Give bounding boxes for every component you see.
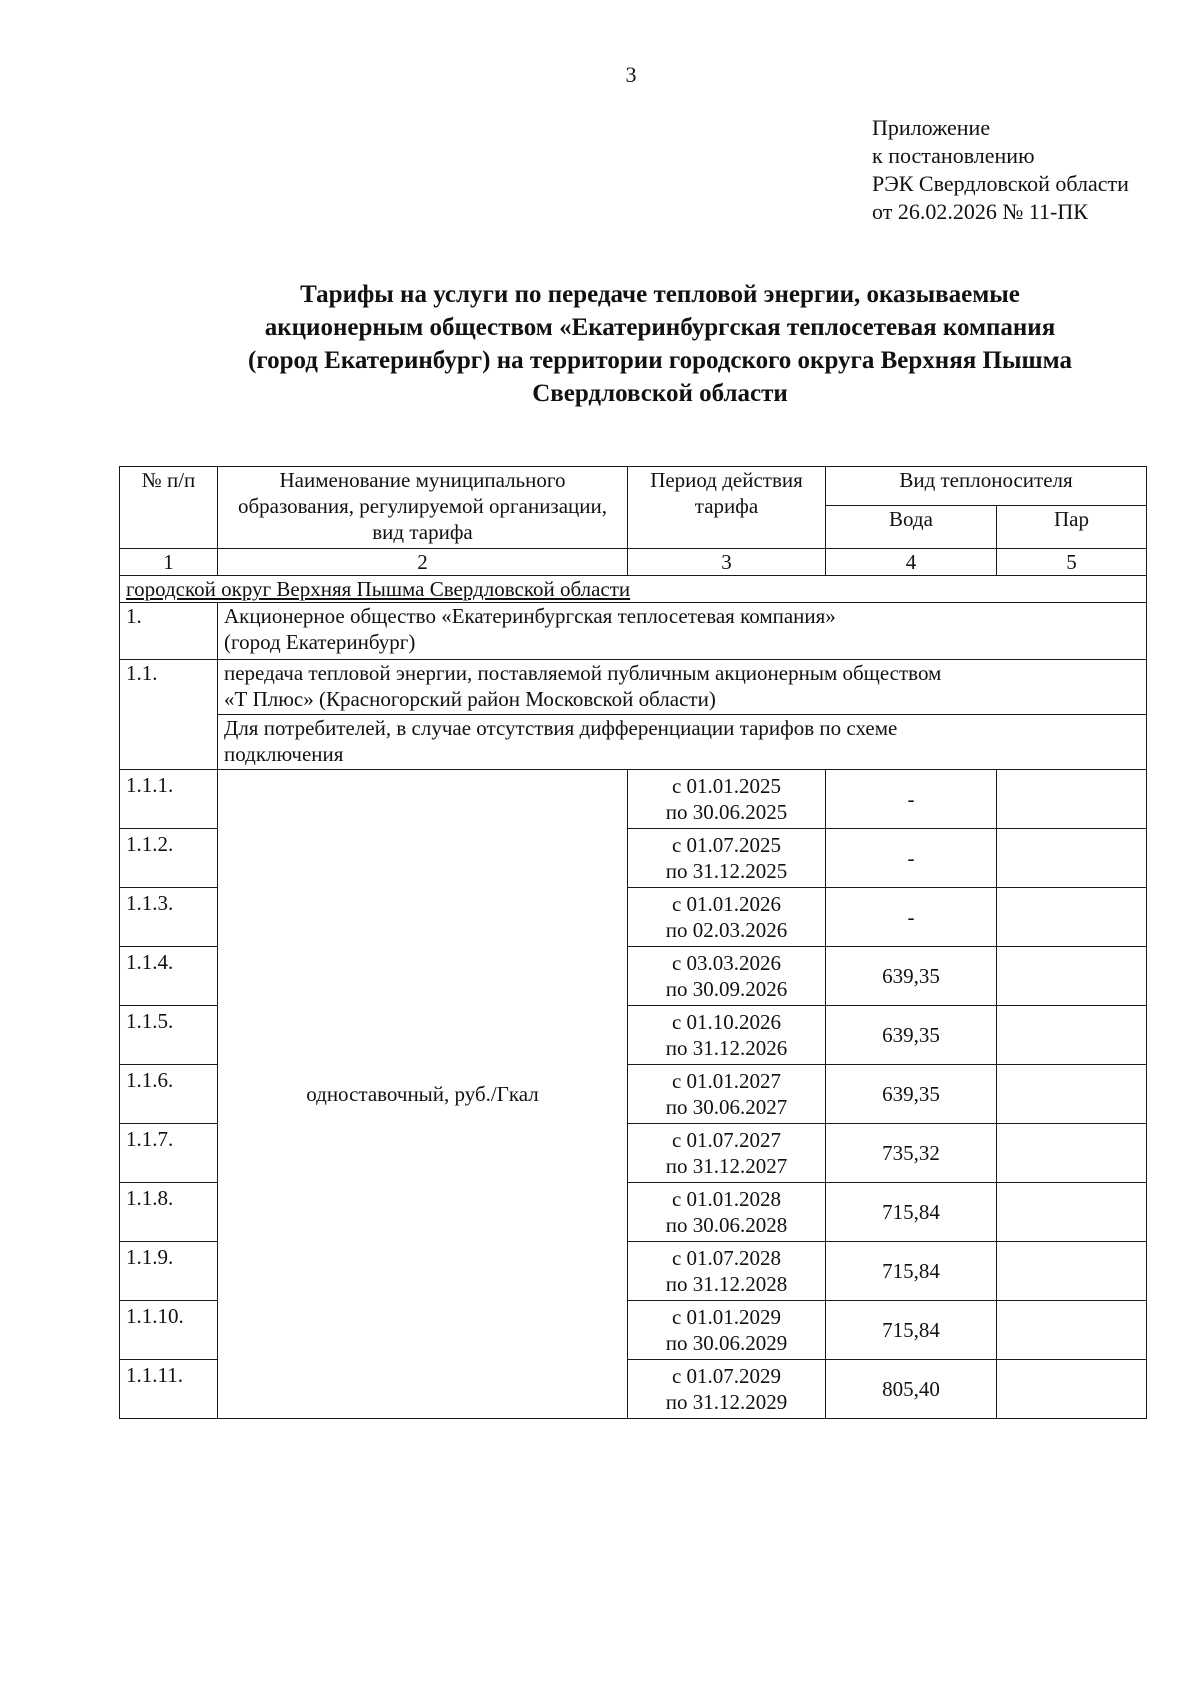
column-number: 4 — [826, 549, 997, 576]
consumers-note — [218, 715, 1147, 770]
row-num: 1.1.11. — [120, 1360, 218, 1419]
period-from: с 01.01.2026 — [671, 892, 782, 916]
tariffs-table — [119, 466, 1147, 1419]
steam-tariff — [997, 947, 1147, 1006]
period-cell — [628, 1183, 826, 1242]
consumers-note-line: подключения — [224, 742, 344, 766]
period-from: с 01.07.2029 — [671, 1364, 782, 1388]
water-tariff: 715,84 — [826, 1242, 997, 1301]
steam-tariff — [997, 888, 1147, 947]
column-number: 5 — [997, 549, 1147, 576]
steam-tariff — [997, 770, 1147, 829]
period-to: по 31.12.2029 — [665, 1390, 788, 1414]
appendix-line: РЭК Свердловской области — [872, 171, 1129, 196]
header-name: Наименование муниципального образования, регулируемой организации, вид тарифа — [218, 467, 628, 549]
period-to: по 31.12.2028 — [665, 1272, 788, 1296]
water-tariff: - — [826, 888, 997, 947]
water-tariff: 639,35 — [826, 1006, 997, 1065]
header-period: Период действия тарифа — [628, 467, 826, 549]
service-name-line: передача тепловой энергии, поставляемой публичным акционерным обществом — [224, 661, 942, 685]
header-steam: Пар — [997, 506, 1147, 549]
water-tariff: 715,84 — [826, 1301, 997, 1360]
period-cell — [628, 1242, 826, 1301]
period-cell — [628, 947, 826, 1006]
period-cell — [628, 1006, 826, 1065]
document-title — [160, 278, 1160, 410]
consumers-note-row — [120, 715, 1147, 770]
column-number: 3 — [628, 549, 826, 576]
appendix-line: к постановлению — [872, 143, 1035, 168]
period-from: с 01.01.2027 — [671, 1069, 782, 1093]
period-from: с 01.07.2028 — [671, 1246, 782, 1270]
consumers-note-line: Для потребителей, в случае отсутствия дифференциации тарифов по схеме — [224, 716, 898, 740]
row-num: 1.1.5. — [120, 1006, 218, 1065]
service-name-line: «Т Плюс» (Красногорский район Московской области) — [224, 687, 716, 711]
period-cell — [628, 888, 826, 947]
period-from: с 01.01.2029 — [671, 1305, 782, 1329]
period-from: с 01.07.2025 — [671, 833, 782, 857]
period-cell — [628, 1301, 826, 1360]
period-cell — [628, 1360, 826, 1419]
header-carrier: Вид теплоносителя — [826, 467, 1147, 506]
title-line: Свердловской области — [532, 380, 788, 407]
column-numbers-row — [120, 549, 1147, 576]
period-from: с 03.03.2026 — [671, 951, 782, 975]
row-num: 1.1.10. — [120, 1301, 218, 1360]
row-num: 1.1.6. — [120, 1065, 218, 1124]
row-num: 1.1.9. — [120, 1242, 218, 1301]
row-num: 1.1.4. — [120, 947, 218, 1006]
title-line: акционерным обществом «Екатеринбургская теплосетевая компания — [264, 314, 1056, 341]
appendix-line: от 26.02.2026 № 11-ПК — [872, 199, 1088, 224]
appendix-line: Приложение — [872, 115, 991, 140]
period-to: по 31.12.2026 — [665, 1036, 788, 1060]
period-from: с 01.07.2027 — [671, 1128, 782, 1152]
period-to: по 30.06.2028 — [665, 1213, 788, 1237]
column-number: 2 — [218, 549, 628, 576]
water-tariff: - — [826, 770, 997, 829]
period-from: с 01.01.2025 — [671, 774, 782, 798]
period-to: по 30.09.2026 — [665, 977, 788, 1001]
row-num: 1.1.8. — [120, 1183, 218, 1242]
steam-tariff — [997, 1301, 1147, 1360]
water-tariff: 639,35 — [826, 947, 997, 1006]
period-to: по 31.12.2027 — [665, 1154, 788, 1178]
tariff-type: одноставочный, руб./Гкал — [218, 770, 628, 1419]
period-to: по 30.06.2027 — [665, 1095, 788, 1119]
period-cell — [628, 770, 826, 829]
water-tariff: - — [826, 829, 997, 888]
steam-tariff — [997, 1360, 1147, 1419]
water-tariff: 735,32 — [826, 1124, 997, 1183]
period-to: по 30.06.2025 — [665, 800, 788, 824]
org-num: 1. — [120, 603, 218, 660]
steam-tariff — [997, 829, 1147, 888]
period-to: по 02.03.2026 — [665, 918, 788, 942]
steam-tariff — [997, 1242, 1147, 1301]
row-num: 1.1.7. — [120, 1124, 218, 1183]
water-tariff: 715,84 — [826, 1183, 997, 1242]
water-tariff: 805,40 — [826, 1360, 997, 1419]
column-number: 1 — [120, 549, 218, 576]
row-num: 1.1.2. — [120, 829, 218, 888]
org-row — [120, 603, 1147, 660]
steam-tariff — [997, 1124, 1147, 1183]
appendix-block — [872, 114, 1129, 226]
header-water: Вода — [826, 506, 997, 549]
title-line: Тарифы на услуги по передаче тепловой энергии, оказываемые — [300, 281, 1020, 308]
region-row — [120, 576, 1147, 603]
region-name: городской округ Верхняя Пышма Свердловской области — [120, 576, 1147, 603]
service-name — [218, 660, 1147, 715]
service-row — [120, 660, 1147, 715]
header-row — [120, 467, 1147, 506]
period-to: по 31.12.2025 — [665, 859, 788, 883]
period-from: с 01.01.2028 — [671, 1187, 782, 1211]
period-cell — [628, 1124, 826, 1183]
table-row — [120, 770, 1147, 829]
org-name-line: Акционерное общество «Екатеринбургская теплосетевая компания» — [224, 604, 836, 628]
row-num: 1.1.1. — [120, 770, 218, 829]
steam-tariff — [997, 1183, 1147, 1242]
water-tariff: 639,35 — [826, 1065, 997, 1124]
header-num: № п/п — [120, 467, 218, 549]
page-number: 3 — [625, 62, 637, 87]
steam-tariff — [997, 1006, 1147, 1065]
period-cell — [628, 1065, 826, 1124]
service-num: 1.1. — [120, 660, 218, 770]
period-cell — [628, 829, 826, 888]
title-line: (город Екатеринбург) на территории городского округа Верхняя Пышма — [248, 347, 1072, 374]
org-name — [218, 603, 1147, 660]
period-to: по 30.06.2029 — [665, 1331, 788, 1355]
period-from: с 01.10.2026 — [671, 1010, 782, 1034]
row-num: 1.1.3. — [120, 888, 218, 947]
org-name-line: (город Екатеринбург) — [224, 630, 416, 654]
steam-tariff — [997, 1065, 1147, 1124]
